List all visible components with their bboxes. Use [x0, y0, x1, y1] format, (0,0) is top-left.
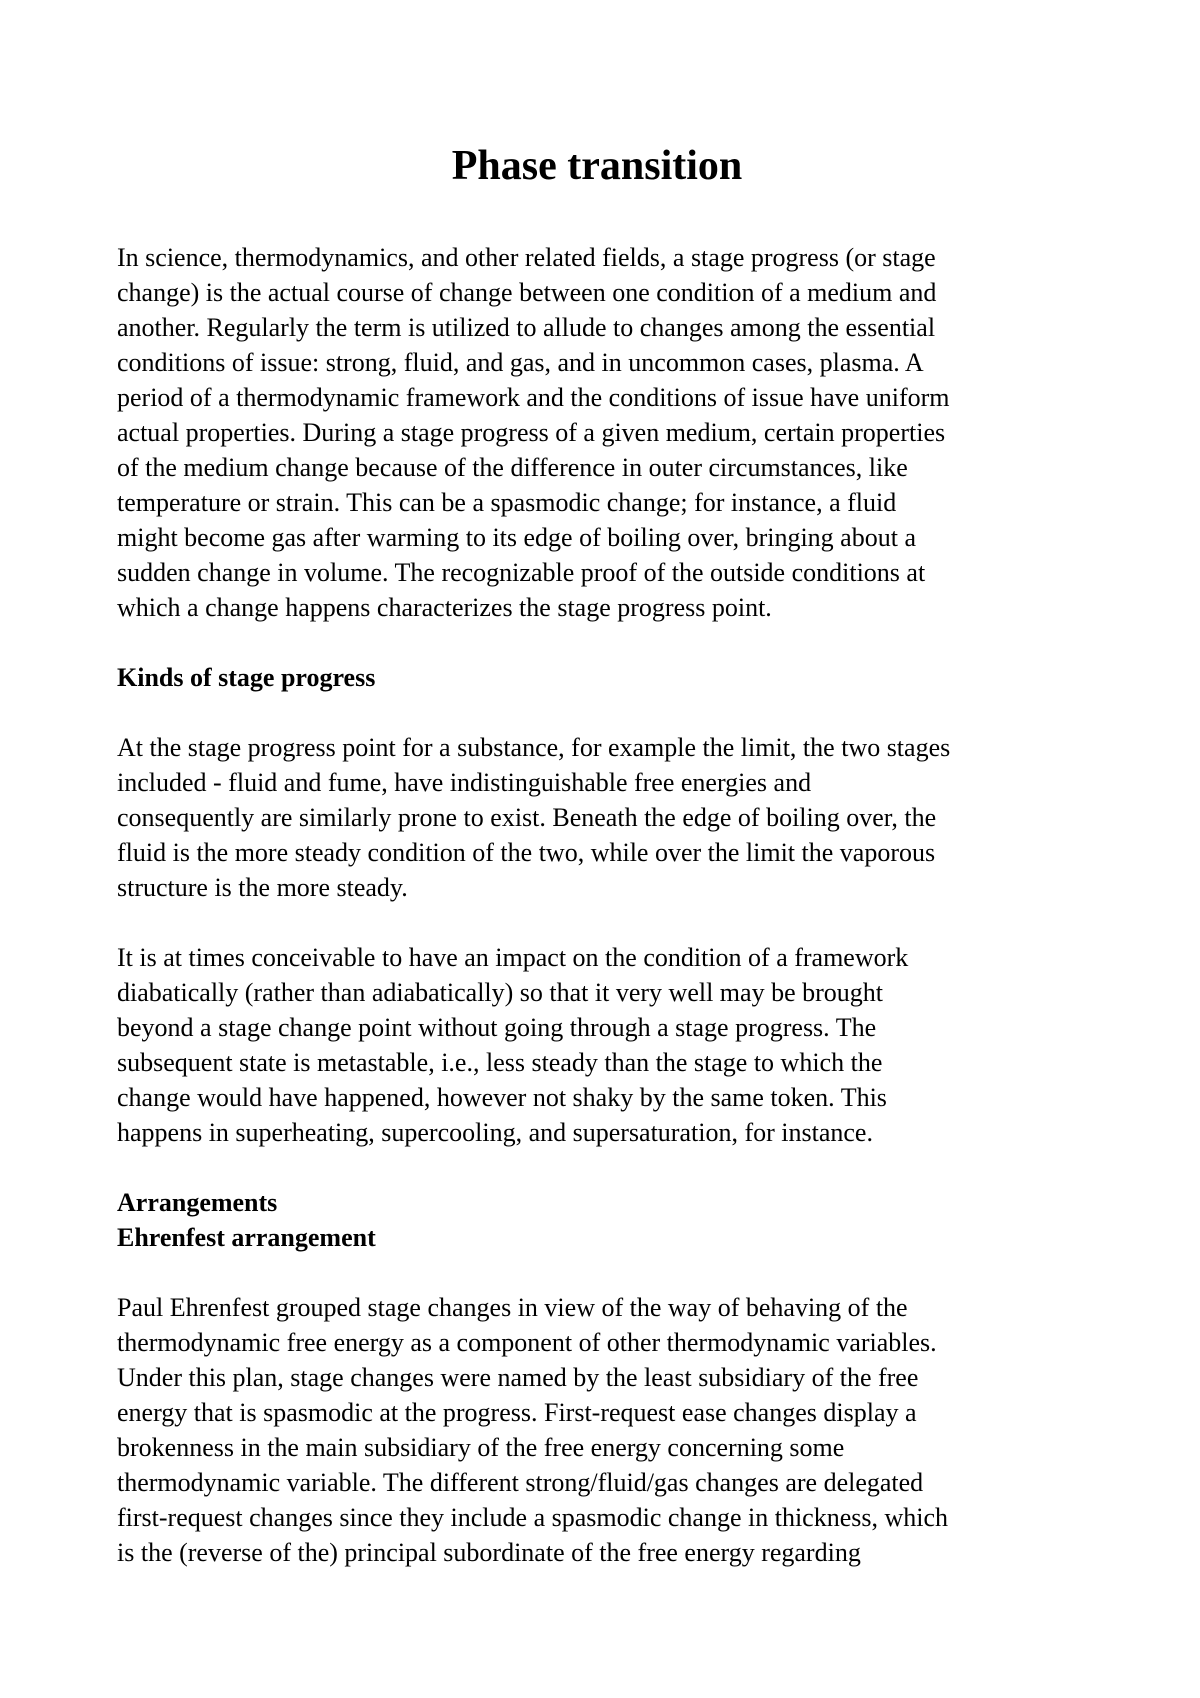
section-heading-kinds: Kinds of stage progress: [117, 663, 376, 692]
metastable-paragraph: It is at times conceivable to have an impact on the condition of a framework diabatically (rather than adiabatically) so that it very well may be brought beyond a stage change point without going through a stage progress. The subsequent state is metastable, i.e., less steady than the stage to which the change would have happened, however not shaky by the same token. This happens in superheating, supercooling, and supersaturation, for instance.: [117, 943, 909, 1147]
ehrenfest-paragraph: Paul Ehrenfest grouped stage changes in view of the way of behaving of the thermodynamic free energy as a component of other thermodynamic variables. Under this plan, stage changes were named by the least subsidiary of the free energy that is spasmodic at the progress. First-request ease changes display a brokenness in the main subsidiary of the free energy concerning some thermodynamic variable. The different strong/fluid/gas changes are delegated first-request changes since they include a spasmodic change in thickness, which is the (reverse of the) principal subordinate of the free energy regarding: [117, 1293, 949, 1567]
subsection-heading-ehrenfest: Ehrenfest arrangement: [117, 1223, 376, 1252]
kinds-paragraph: At the stage progress point for a substance, for example the limit, the two stages included - fluid and fume, have indistinguishable free energies and consequently are similarly prone to exist. Beneath the edge of boiling over, the fluid is the more steady condition of the two, while over the limit the vaporous structure is the more steady.: [117, 733, 951, 902]
section-heading-arrangements: Arrangements: [117, 1188, 278, 1217]
document-title: Phase transition: [451, 143, 743, 189]
document-page: [117, 140, 1097, 1605]
intro-paragraph: In science, thermodynamics, and other related fields, a stage progress (or stage change) is the actual course of change between one condition of a medium and another. Regularly the term is utilized to allude to changes among the essential conditions of issue: strong, fluid, and gas, and in uncommon cases, plasma. A period of a thermodynamic framework and the conditions of issue have uniform actual properties. During a stage progress of a given medium, certain properties of the medium change because of the difference in outer circumstances, like temperature or strain. This can be a spasmodic change; for instance, a fluid might become gas after warming to its edge of boiling over, bringing about a sudden change in volume. The recognizable proof of the outside conditions at which a change happens characterizes the stage progress point.: [117, 243, 950, 622]
